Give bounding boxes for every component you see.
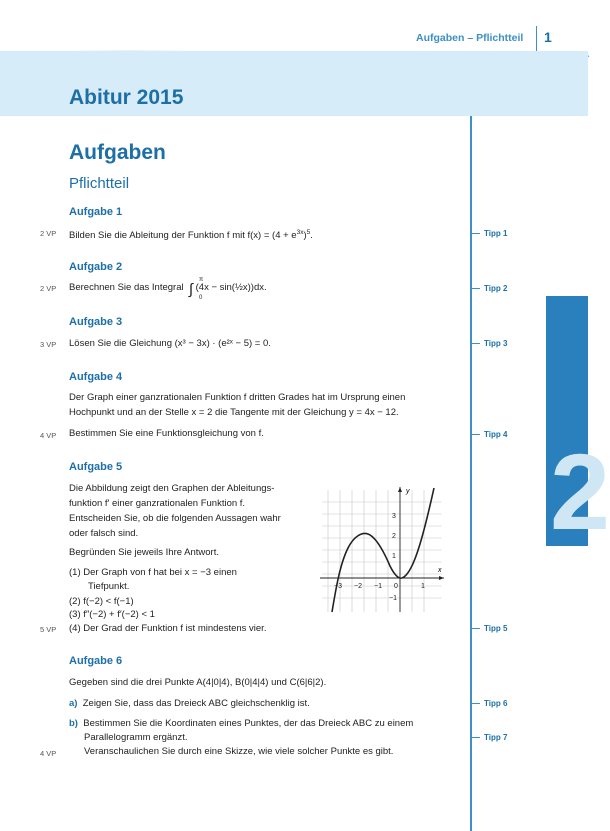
task-1-title: Aufgabe 1 xyxy=(69,206,123,218)
y-tick-2: 2 xyxy=(392,533,396,540)
y-tick-m1: −1 xyxy=(389,595,397,602)
task-6-intro: Gegeben sind die drei Punkte A(4|0|4), B(0|4|4) und C(6|6|2). xyxy=(69,677,327,688)
task-1-points: 2 VP xyxy=(40,229,57,238)
page-number: 1 xyxy=(544,29,552,45)
task-5-item-2: (2) f(−2) < f(−1) xyxy=(69,596,134,607)
task-5-item-4: (4) Der Grad der Funktion f ist mindestens vier. xyxy=(69,623,267,634)
integral-upper: π xyxy=(199,277,204,283)
task-6-part-b-line-3: Veranschaulichen Sie durch eine Skizze, wie viele solcher Punkte es gibt. xyxy=(84,746,394,757)
x-tick-m3: −3 xyxy=(334,583,342,590)
running-title: Aufgaben – Pflichtteil xyxy=(416,32,524,44)
task-4-line-1: Der Graph einer ganzrationalen Funktion f dritten Grades hat im Ursprung einen xyxy=(69,392,406,403)
tipp-1-link[interactable]: Tipp 1 xyxy=(484,229,508,238)
tipp-2-tick xyxy=(471,288,480,289)
task-5-item-3: (3) f″(−2) + f′(−2) < 1 xyxy=(69,609,155,620)
task-5-title: Aufgabe 5 xyxy=(69,461,123,473)
task-4-line-3: Bestimmen Sie eine Funktionsgleichung von f. xyxy=(69,428,264,439)
tipp-7-link[interactable]: Tipp 7 xyxy=(484,733,508,742)
task-6-title: Aufgabe 6 xyxy=(69,655,123,667)
y-tick-3: 3 xyxy=(392,513,396,520)
task-2-points: 2 VP xyxy=(40,284,57,293)
band-title: Abitur 2015 xyxy=(69,86,184,109)
tipp-5-link[interactable]: Tipp 5 xyxy=(484,624,508,633)
task-5-line-5: Begründen Sie jeweils Ihre Antwort. xyxy=(69,547,219,558)
integral-sign: ∫ xyxy=(188,281,193,298)
task-5-line-4: oder falsch sind. xyxy=(69,528,139,539)
tipp-7-tick xyxy=(471,737,480,738)
task-2-title: Aufgabe 2 xyxy=(69,261,123,273)
x-axis-label: x xyxy=(438,567,442,574)
task-5-points: 5 VP xyxy=(40,625,57,634)
page-subtitle: Pflichtteil xyxy=(69,175,130,192)
chapter-tab xyxy=(546,296,610,552)
origin-label: 0 xyxy=(394,583,398,590)
x-tick-m2: −2 xyxy=(354,583,362,590)
task-4-title: Aufgabe 4 xyxy=(69,371,123,383)
tipp-6-link[interactable]: Tipp 6 xyxy=(484,699,508,708)
tipp-2-link[interactable]: Tipp 2 xyxy=(484,284,508,293)
task-5-line-1: Die Abbildung zeigt den Graphen der Ableitungs- xyxy=(69,483,275,494)
tipp-5-tick xyxy=(471,628,480,629)
task-2-text: Berechnen Sie das Integral ∫ π 0 (4x − sin(½x))dx. xyxy=(69,280,267,297)
task-5-item-1b: Tiefpunkt. xyxy=(88,581,130,592)
derivative-graph xyxy=(318,484,450,616)
tipp-1-tick xyxy=(471,233,480,234)
tipp-4-tick xyxy=(471,434,480,435)
x-tick-m1: −1 xyxy=(374,583,382,590)
integral-lower: 0 xyxy=(199,295,203,301)
tipp-3-tick xyxy=(471,343,480,344)
task-3-title: Aufgabe 3 xyxy=(69,316,123,328)
task-5-line-3: Entscheiden Sie, ob die folgenden Aussagen wahr xyxy=(69,513,281,524)
y-tick-1: 1 xyxy=(392,553,396,560)
x-tick-1: 1 xyxy=(421,583,425,590)
task-1-text: Bilden Sie die Ableitung der Funktion f mit $f(x) = (4 + e^{3x})^5$. xyxy=(69,229,313,242)
task-5-line-2: funktion f′ einer ganzrationalen Funktion f. xyxy=(69,498,246,509)
derivative-curve xyxy=(332,488,434,612)
task-6-part-b-line-2: Parallelogramm ergänzt. xyxy=(84,732,188,743)
task-6-points: 4 VP xyxy=(40,749,57,758)
task-3-text: Lösen Sie die Gleichung (x³ − 3x) · (e²ˣ − 5) = 0. xyxy=(69,338,271,349)
task-6-part-a: a) Zeigen Sie, dass das Dreieck ABC gleichschenklig ist. xyxy=(69,698,310,709)
tipp-4-link[interactable]: Tipp 4 xyxy=(484,430,508,439)
task-3-points: 3 VP xyxy=(40,340,57,349)
task-4-line-2: Hochpunkt und an der Stelle x = 2 die Tangente mit der Gleichung y = 4x − 12. xyxy=(69,407,399,418)
tipp-3-link[interactable]: Tipp 3 xyxy=(484,339,508,348)
page-title: Aufgaben xyxy=(69,141,166,164)
task-6-part-b: b) Bestimmen Sie die Koordinaten eines Punktes, der das Dreieck ABC zu einem xyxy=(69,718,414,729)
task-4-points: 4 VP xyxy=(40,431,57,440)
y-axis-label: y xyxy=(406,488,410,495)
chapter-tab-number: 2 xyxy=(550,431,610,552)
task-5-item-1: (1) Der Graph von f hat bei x = −3 einen xyxy=(69,567,237,578)
tipp-6-tick xyxy=(471,703,480,704)
margin-rule xyxy=(470,116,472,831)
